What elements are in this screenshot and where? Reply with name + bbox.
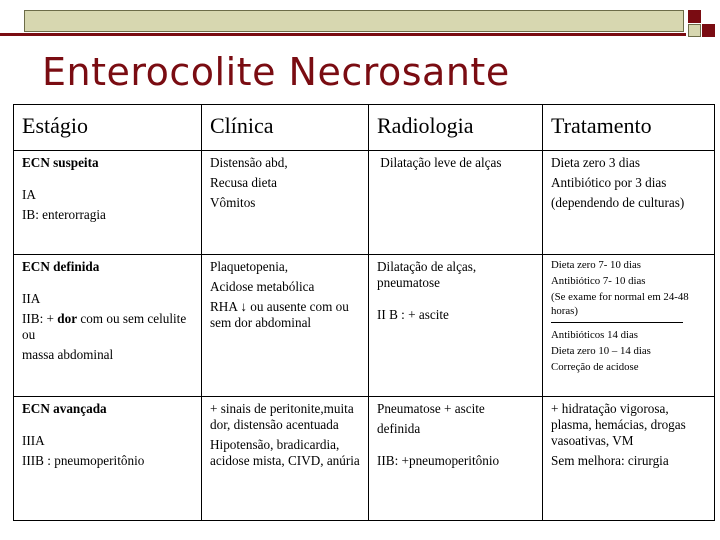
tratamento-line: Sem melhora: cirurgia [551, 453, 669, 469]
header-estagio: Estágio [14, 105, 202, 151]
divider [551, 322, 683, 323]
clinica-line: Plaquetopenia, [210, 259, 289, 274]
tratamento-line: Correção de acidose [551, 361, 639, 374]
header-band [24, 10, 684, 32]
tratamento-line: + hidratação vigorosa, plasma, hemácias, drogas vasoativas, VM [551, 401, 686, 449]
header-rule [0, 33, 686, 36]
header-clinica: Clínica [202, 105, 369, 151]
radiologia-line: IIB: +pneumoperitônio [377, 453, 500, 469]
stage-line: IIIB : pneumoperitônio [22, 453, 145, 469]
clinica-line: Recusa dieta [210, 175, 278, 191]
stage-line: IIIA [22, 433, 45, 449]
stage-name: ECN avançada [22, 401, 107, 416]
stage-name: ECN suspeita [22, 155, 99, 170]
clinica-line: Acidose metabólica [210, 279, 315, 295]
decor-square [688, 10, 701, 23]
stage-line: IB: enterorragia [22, 207, 106, 223]
tratamento-line: Antibiótico 7- 10 dias [551, 275, 646, 288]
clinica-cell [202, 397, 369, 521]
staging-table [13, 104, 715, 521]
radiologia-line: definida [377, 421, 421, 437]
stage-cell [14, 151, 202, 255]
header-tratamento: Tratamento [543, 105, 715, 151]
stage-line: IA [22, 187, 36, 203]
tratamento-cell [543, 151, 715, 255]
clinica-cell [202, 255, 369, 397]
decor-square [702, 24, 715, 37]
slide-title: Enterocolite Necrosante [42, 50, 510, 94]
radiologia-line: Dilatação de alças, pneumatose [377, 259, 477, 291]
clinica-cell [202, 151, 369, 255]
stage-name: ECN definida [22, 259, 100, 274]
clinica-line: RHA ↓ ou ausente com ou sem dor abdominal [210, 299, 349, 331]
tratamento-line: (dependendo de culturas) [551, 195, 685, 211]
tratamento-cell [543, 397, 715, 521]
stage-line: IIB: + dor com ou sem celulite ou [22, 311, 187, 343]
radiologia-cell [369, 397, 543, 521]
tratamento-line: Dieta zero 3 dias [551, 155, 640, 170]
table-row [14, 397, 715, 521]
stage-line: massa abdominal [22, 347, 114, 363]
tratamento-line: Dieta zero 7- 10 dias [551, 259, 641, 271]
stage-cell [14, 255, 202, 397]
stage-line: IIA [22, 291, 41, 307]
decor-square [688, 24, 701, 37]
clinica-line: Hipotensão, bradicardia, acidose mista, CIVD, anúria [210, 437, 360, 469]
clinica-line: + sinais de peritonite,muita dor, distensão acentuada [210, 401, 354, 433]
tratamento-line: (Se exame for normal em 24-48 horas) [551, 291, 689, 317]
stage-cell [14, 397, 202, 521]
table-row [14, 151, 715, 255]
radiologia-line: II B : + ascite [377, 307, 449, 323]
table-row [14, 255, 715, 397]
clinica-line: Distensão abd, [210, 155, 288, 170]
tratamento-line: Antibióticos 14 dias [551, 328, 638, 341]
tratamento-line: Antibiótico por 3 dias [551, 175, 667, 191]
radiologia-line: Pneumatose + ascite [377, 401, 485, 416]
header-radiologia: Radiologia [369, 105, 543, 151]
radiologia-cell [369, 151, 543, 255]
tratamento-cell [543, 255, 715, 397]
clinica-line: Vômitos [210, 195, 256, 211]
table-header-row [14, 105, 715, 151]
tratamento-line: Dieta zero 10 – 14 dias [551, 344, 651, 357]
radiologia-cell [369, 255, 543, 397]
radiologia-line: Dilatação leve de alças [377, 155, 502, 170]
